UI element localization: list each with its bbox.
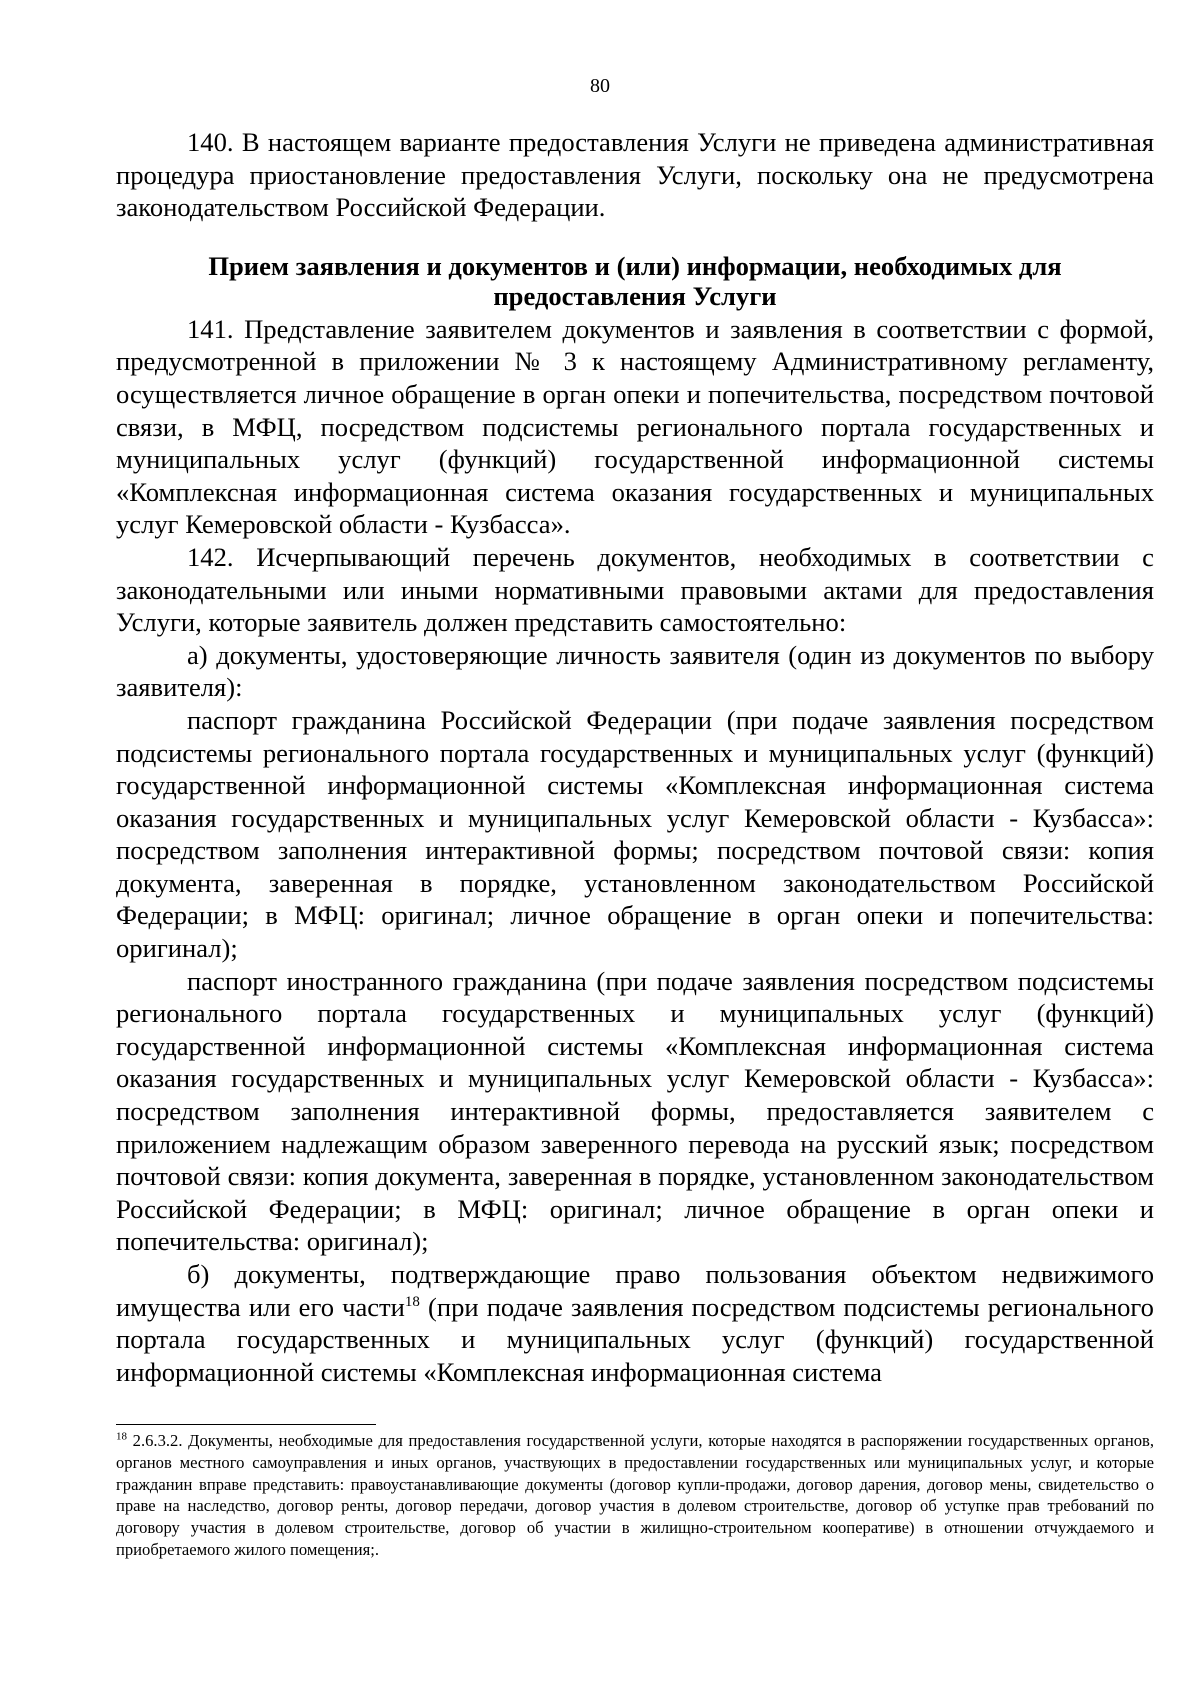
footnote bbox=[116, 1430, 1154, 1561]
list-item-b-text: б) документы, подтверждающие право пользования объектом недвижимого имущества или его части bbox=[116, 1259, 1154, 1322]
footnote-number: 18 bbox=[116, 1430, 127, 1443]
footnote-reference[interactable]: 18 bbox=[404, 1293, 420, 1310]
footnote-separator bbox=[116, 1424, 376, 1425]
paragraph-passport-rf: паспорт гражданина Российской Федерации (при подаче заявления посредством подсистемы регионального портала государственных и муниципальных услуг (функций) государственной информационной системы «Комплексная информационная система оказания государственных и муниципальных услуг Кемеровской области - Кузбасса»: посредством заполнения интерактивной формы; посредством почтовой связи: копия документа, заверенная в порядке, установленном законодательством Российской Федерации; в МФЦ: оригинал; личное обращение в орган опеки и попечительства: оригинал); bbox=[116, 704, 1154, 964]
list-item-a: а) документы, удостоверяющие личность заявителя (один из документов по выбору заявителя): bbox=[116, 639, 1154, 703]
paragraph-passport-foreign: паспорт иностранного гражданина (при подаче заявления посредством подсистемы регионального портала государственных и муниципальных услуг (функций) государственной информационной системы «Комплексная информационная система оказания государственных и муниципальных услуг Кемеровской области - Кузбасса»: посредством заполнения интерактивной формы, предоставляется заявителем с приложением надлежащим образом заверенного перевода на русский язык; посредством почтовой связи: копия документа, заверенная в порядке, установленном законодательством Российской Федерации; в МФЦ: оригинал; личное обращение в орган опеки и попечительства: оригинал); bbox=[116, 965, 1154, 1257]
page-number: 80 bbox=[590, 75, 610, 97]
list-item-b-continuation: (при подаче заявления посредством подсистемы регионального портала государственных и муниципальных услуг (функций) государственной информационной системы «Комплексная информационная система bbox=[116, 1291, 1154, 1387]
list-item-b bbox=[116, 1258, 1154, 1388]
section-heading: Прием заявления и документов и (или) информации, необходимых для предоставления Услуги bbox=[208, 250, 1062, 311]
body-text bbox=[116, 126, 1154, 1388]
paragraph-142: 142. Исчерпывающий перечень документов, необходимых в соответствии с законодательными или иными нормативными правовыми актами для предоставления Услуги, которые заявитель должен представить самостоятельно: bbox=[116, 541, 1154, 638]
paragraph-141: 141. Представление заявителем документов и заявления в соответствии с формой, предусмотренной в приложении № 3 к настоящему Административному регламенту, осуществляется личное обращение в орган опеки и попечительства, посредством почтовой связи, в МФЦ, посредством подсистемы регионального портала государственных и муниципальных услуг (функций) государственной информационной системы «Комплексная информационная система оказания государственных и муниципальных услуг Кемеровской области - Кузбасса». bbox=[116, 313, 1154, 540]
footnote-text: 2.6.3.2. Документы, необходимые для предоставления государственной услуги, которые находятся в распоряжении государственных органов, органов местного самоуправления и иных органов, участвующих в предоставлении государственных или муниципальных услуг, и которые гражданин вправе представить: правоустанавливающие документы (договор купли-продажи, договор дарения, договор мены, свидетельство о праве на наследство, договор ренты, договор передачи, договор участия в долевом строительстве, договор об уступке прав требований по договору участия в долевом строительстве, договор об участии в жилищно-строительном кооперативе) в отношении отчуждаемого и приобретаемого жилого помещения;. bbox=[116, 1431, 1154, 1559]
paragraph-140: 140. В настоящем варианте предоставления Услуги не приведена административная процедура приостановление предоставления Услуги, поскольку она не предусмотрена законодательством Российской Федерации. bbox=[116, 127, 1154, 223]
